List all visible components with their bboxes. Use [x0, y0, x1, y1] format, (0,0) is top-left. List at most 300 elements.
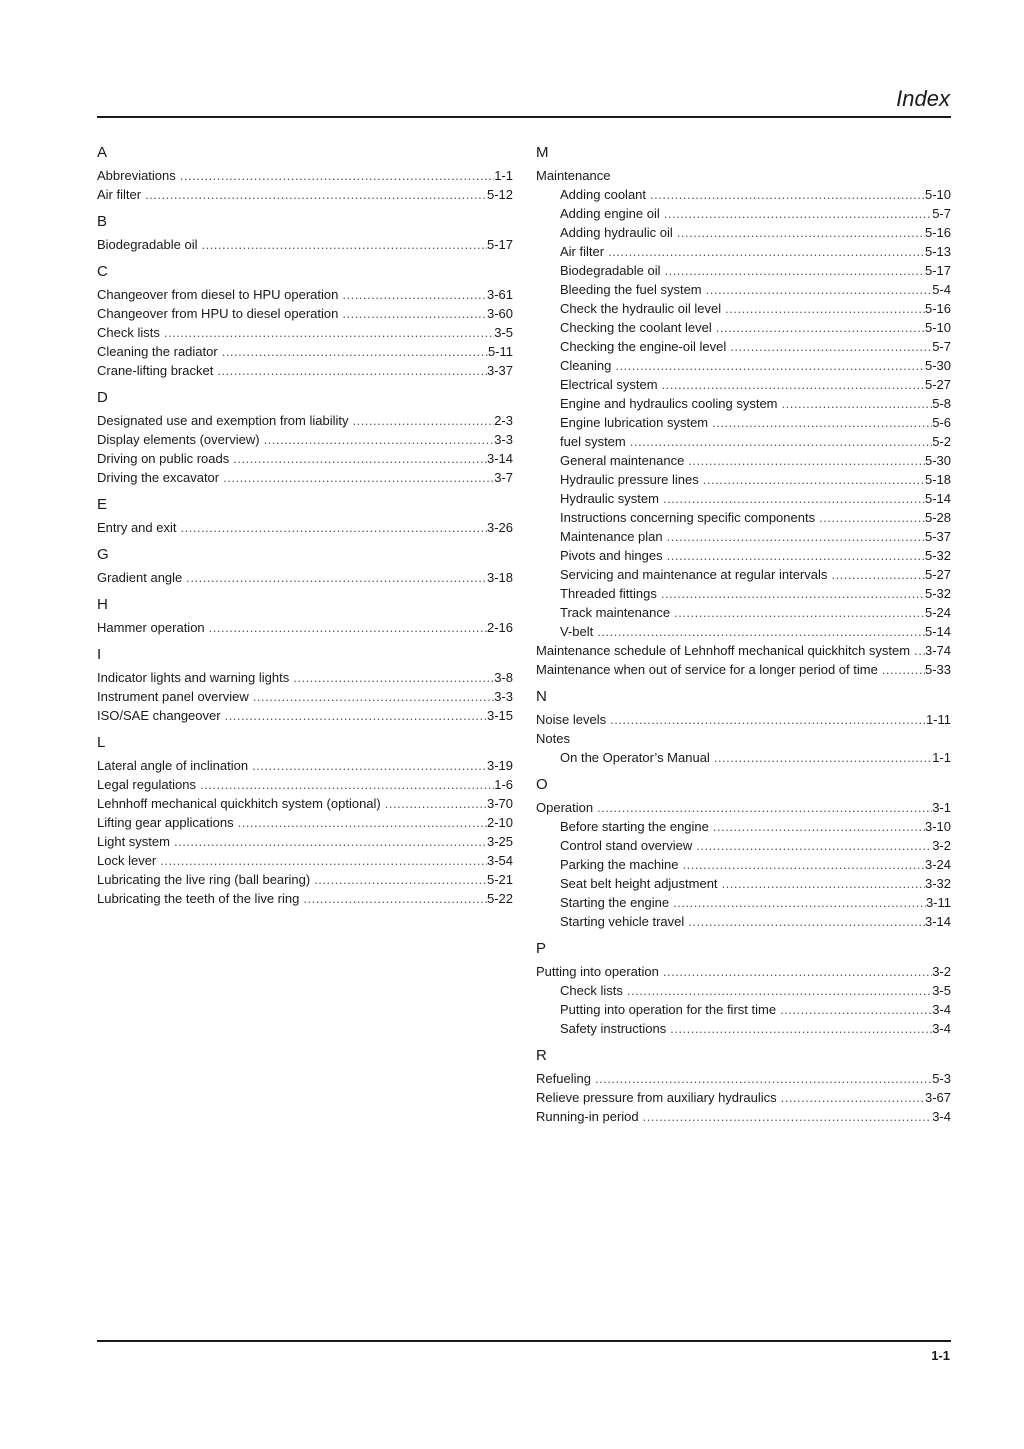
- dot-leader: [213, 361, 487, 380]
- dot-leader: [234, 813, 487, 832]
- entry-label: Indicator lights and warning lights: [97, 670, 290, 685]
- dot-leader: [381, 794, 487, 813]
- dot-leader: [593, 622, 925, 641]
- dot-leader: [182, 568, 487, 587]
- entry-page-ref: 3-19: [486, 758, 513, 773]
- index-entry[interactable]: [97, 687, 513, 706]
- entry-label: Instrument panel overview: [97, 689, 249, 704]
- entry-label: Refueling: [536, 1071, 591, 1086]
- section-letter: L: [97, 734, 106, 751]
- entry-label: Engine and hydraulics cooling system: [560, 396, 778, 411]
- index-entry[interactable]: [97, 430, 513, 449]
- section-letter: H: [97, 596, 108, 613]
- entry-label: General maintenance: [560, 453, 685, 468]
- entry-page-ref: 5-7: [932, 206, 951, 221]
- index-subentry[interactable]: [536, 981, 951, 1000]
- dot-leader: [679, 855, 925, 874]
- entry-label: Changeover from diesel to HPU operation: [97, 287, 339, 302]
- entry-label: Starting the engine: [560, 895, 670, 910]
- entry-label: Biodegradable oil: [560, 263, 661, 278]
- section-letter: R: [536, 1047, 547, 1064]
- entry-label: Lateral angle of inclination: [97, 758, 249, 773]
- entry-label: Putting into operation: [536, 964, 659, 979]
- index-subentry[interactable]: [536, 565, 951, 584]
- entry-label: Adding engine oil: [560, 206, 660, 221]
- dot-leader: [156, 851, 487, 870]
- index-entry[interactable]: [97, 185, 513, 204]
- dot-leader: [708, 413, 932, 432]
- entry-label: Crane-lifting bracket: [97, 363, 214, 378]
- entry-label: Safety instructions: [560, 1021, 667, 1036]
- index-subentry[interactable]: [536, 318, 951, 337]
- index-subentry[interactable]: [536, 489, 951, 508]
- entry-page-ref: 5-33: [924, 662, 951, 677]
- entry-label: Designated use and exemption from liability: [97, 413, 349, 428]
- index-subentry[interactable]: [536, 375, 951, 394]
- dot-leader: [176, 166, 494, 185]
- entry-label: Entry and exit: [97, 520, 177, 535]
- entry-page-ref: 5-14: [924, 624, 951, 639]
- entry-page-ref: 5-17: [924, 263, 951, 278]
- entry-label: Control stand overview: [560, 838, 693, 853]
- dot-leader: [338, 304, 487, 323]
- dot-leader: [726, 337, 932, 356]
- dot-leader: [229, 449, 487, 468]
- entry-page-ref: 3-10: [924, 819, 951, 834]
- index-entry[interactable]: [97, 832, 513, 851]
- entry-label: Biodegradable oil: [97, 237, 198, 252]
- dot-leader: [623, 981, 932, 1000]
- dot-leader: [910, 641, 925, 660]
- dot-leader: [702, 280, 933, 299]
- index-subentry[interactable]: [536, 912, 951, 931]
- dot-leader: [777, 1088, 925, 1107]
- index-section-e: [97, 495, 513, 537]
- section-letter: C: [97, 263, 108, 280]
- dot-leader: [197, 235, 487, 254]
- dot-leader: [815, 508, 925, 527]
- dot-leader: [660, 261, 925, 280]
- entry-page-ref: 1-11: [925, 712, 951, 727]
- dot-leader: [626, 432, 932, 451]
- entry-label: Gradient angle: [97, 570, 183, 585]
- entry-label: Adding hydraulic oil: [560, 225, 673, 240]
- index-subentry[interactable]: [536, 893, 951, 912]
- index-group-heading: Maintenance: [536, 168, 611, 183]
- index-entry[interactable]: [536, 710, 951, 729]
- dot-leader: [248, 756, 487, 775]
- index-entry[interactable]: [97, 870, 513, 889]
- section-letter: A: [97, 144, 108, 161]
- entry-page-ref: 5-24: [924, 605, 951, 620]
- dot-leader: [663, 527, 925, 546]
- index-entry[interactable]: [536, 798, 951, 817]
- entry-page-ref: 3-8: [494, 670, 513, 685]
- entry-page-ref: 2-10: [486, 815, 513, 830]
- index-section-p: [536, 939, 951, 1038]
- entry-label: Driving the excavator: [97, 470, 220, 485]
- entry-page-ref: 5-7: [932, 339, 951, 354]
- index-subentry[interactable]: [536, 508, 951, 527]
- index-section-c: [97, 262, 513, 380]
- index-section-g: [97, 545, 513, 587]
- entry-label: Parking the machine: [560, 857, 679, 872]
- index-entry[interactable]: [536, 1088, 951, 1107]
- entry-label: fuel system: [560, 434, 626, 449]
- index-entry[interactable]: [97, 813, 513, 832]
- entry-label: Lubricating the teeth of the live ring: [97, 891, 300, 906]
- dot-leader: [670, 603, 925, 622]
- dot-leader: [659, 489, 925, 508]
- index-subentry[interactable]: [536, 337, 951, 356]
- index-subentry[interactable]: [536, 470, 951, 489]
- entry-label: V-belt: [560, 624, 594, 639]
- entry-page-ref: 3-70: [486, 796, 513, 811]
- entry-label: ISO/SAE changeover: [97, 708, 221, 723]
- dot-leader: [646, 185, 925, 204]
- entry-page-ref: 5-28: [924, 510, 951, 525]
- index-section-m: [536, 143, 951, 679]
- entry-page-ref: 1-1: [494, 168, 513, 183]
- entry-page-ref: 5-30: [924, 358, 951, 373]
- dot-leader: [205, 618, 487, 637]
- dot-leader: [658, 375, 925, 394]
- index-subentry[interactable]: [536, 874, 951, 893]
- index-subentry[interactable]: [536, 603, 951, 622]
- dot-leader: [348, 411, 494, 430]
- section-letter: D: [97, 389, 108, 406]
- dot-leader: [218, 342, 488, 361]
- dot-leader: [699, 470, 925, 489]
- dot-leader: [666, 1019, 932, 1038]
- entry-page-ref: 3-60: [486, 306, 513, 321]
- section-letter: P: [536, 940, 547, 957]
- index-entry[interactable]: [97, 668, 513, 687]
- entry-label: Starting vehicle travel: [560, 914, 685, 929]
- entry-label: Driving on public roads: [97, 451, 230, 466]
- entry-label: Lubricating the live ring (ball bearing): [97, 872, 311, 887]
- dot-leader: [778, 394, 933, 413]
- entry-label: Checking the engine-oil level: [560, 339, 727, 354]
- index-entry[interactable]: [536, 641, 951, 660]
- dot-leader: [289, 668, 494, 687]
- index-entry[interactable]: [97, 304, 513, 323]
- index-subentry[interactable]: [536, 748, 951, 767]
- dot-leader: [684, 451, 925, 470]
- entry-label: Engine lubrication system: [560, 415, 709, 430]
- entry-label: Abbreviations: [97, 168, 176, 183]
- index-entry[interactable]: [536, 1069, 951, 1088]
- entry-page-ref: 3-14: [924, 914, 951, 929]
- entry-page-ref: 2-3: [494, 413, 513, 428]
- entry-label: Pivots and hinges: [560, 548, 663, 563]
- entry-label: Adding coolant: [560, 187, 647, 202]
- entry-label: Running-in period: [536, 1109, 639, 1124]
- entry-page-ref: 3-5: [494, 325, 513, 340]
- page-number: 1-1: [931, 1348, 950, 1363]
- index-entry[interactable]: [97, 361, 513, 380]
- dot-leader: [310, 870, 487, 889]
- index-entry[interactable]: [97, 851, 513, 870]
- entry-page-ref: 5-17: [486, 237, 513, 252]
- index-subentry[interactable]: [536, 1000, 951, 1019]
- entry-page-ref: 3-61: [486, 287, 513, 302]
- entry-label: Before starting the engine: [560, 819, 709, 834]
- index-section-i: [97, 645, 513, 725]
- index-subentry[interactable]: [536, 204, 951, 223]
- entry-label: Noise levels: [536, 712, 607, 727]
- index-subentry[interactable]: [536, 299, 951, 318]
- dot-leader: [141, 185, 487, 204]
- index-subentry[interactable]: [536, 413, 951, 432]
- entry-label: Hydraulic system: [560, 491, 659, 506]
- entry-page-ref: 5-22: [486, 891, 513, 906]
- entry-label: Check the hydraulic oil level: [560, 301, 722, 316]
- index-section-r: [536, 1046, 951, 1126]
- entry-label: Threaded fittings: [560, 586, 657, 601]
- entry-page-ref: 2-16: [486, 620, 513, 635]
- index-entry[interactable]: [97, 411, 513, 430]
- index-section-o: [536, 775, 951, 931]
- dot-leader: [221, 706, 487, 725]
- entry-page-ref: 3-4: [932, 1109, 951, 1124]
- dot-leader: [663, 546, 925, 565]
- index-entry[interactable]: [97, 518, 513, 537]
- index-entry[interactable]: [97, 323, 513, 342]
- entry-page-ref: 3-4: [932, 1002, 951, 1017]
- dot-leader: [718, 874, 925, 893]
- dot-leader: [606, 710, 926, 729]
- entry-page-ref: 5-8: [932, 396, 951, 411]
- index-subentry[interactable]: [536, 584, 951, 603]
- dot-leader: [673, 223, 925, 242]
- dot-leader: [611, 356, 925, 375]
- index-subentry[interactable]: [536, 836, 951, 855]
- entry-label: Light system: [97, 834, 170, 849]
- entry-page-ref: 3-15: [486, 708, 513, 723]
- section-letter: N: [536, 688, 547, 705]
- entry-page-ref: 5-18: [924, 472, 951, 487]
- entry-label: Air filter: [560, 244, 605, 259]
- index-subentry[interactable]: [536, 185, 951, 204]
- section-letter: B: [97, 213, 108, 230]
- dot-leader: [669, 893, 926, 912]
- entry-label: Changeover from HPU to diesel operation: [97, 306, 339, 321]
- entry-page-ref: 5-16: [924, 225, 951, 240]
- entry-label: Check lists: [97, 325, 160, 340]
- entry-page-ref: 1-1: [932, 750, 951, 765]
- entry-label: Maintenance plan: [560, 529, 663, 544]
- index-subentry[interactable]: [536, 261, 951, 280]
- index-entry[interactable]: [536, 660, 951, 679]
- dot-leader: [604, 242, 925, 261]
- page-title: Index: [896, 86, 950, 111]
- entry-page-ref: 5-3: [932, 1071, 951, 1086]
- entry-label: Legal regulations: [97, 777, 197, 792]
- dot-leader: [684, 912, 925, 931]
- index-subentry[interactable]: [536, 356, 951, 375]
- section-letter: G: [97, 546, 109, 563]
- entry-label: Checking the coolant level: [560, 320, 712, 335]
- index-section-a: [97, 143, 513, 204]
- index-entry[interactable]: [97, 756, 513, 775]
- entry-page-ref: 5-21: [486, 872, 513, 887]
- section-letter: O: [536, 776, 548, 793]
- dot-leader: [219, 468, 494, 487]
- entry-page-ref: 3-26: [486, 520, 513, 535]
- entry-page-ref: 3-3: [494, 432, 513, 447]
- entry-page-ref: 1-6: [494, 777, 513, 792]
- index-column-left: [97, 143, 513, 908]
- entry-label: Maintenance schedule of Lehnhoff mechanical quickhitch system: [536, 643, 911, 658]
- dot-leader: [659, 962, 932, 981]
- index-entry[interactable]: [536, 1107, 951, 1126]
- entry-label: Lifting gear applications: [97, 815, 234, 830]
- entry-label: On the Operator’s Manual: [560, 750, 710, 765]
- entry-page-ref: 5-32: [924, 548, 951, 563]
- entry-label: Instructions concerning specific components: [560, 510, 816, 525]
- entry-label: Operation: [536, 800, 594, 815]
- section-letter: M: [536, 144, 549, 161]
- dot-leader: [593, 798, 932, 817]
- index-entry[interactable]: [97, 166, 513, 185]
- entry-label: Cleaning the radiator: [97, 344, 218, 359]
- index-section-d: [97, 388, 513, 487]
- entry-page-ref: 3-25: [486, 834, 513, 849]
- dot-leader: [709, 817, 925, 836]
- entry-page-ref: 5-32: [924, 586, 951, 601]
- entry-page-ref: 3-24: [924, 857, 951, 872]
- dot-leader: [657, 584, 925, 603]
- entry-page-ref: 3-18: [486, 570, 513, 585]
- entry-page-ref: 3-2: [932, 964, 951, 979]
- index-entry[interactable]: [97, 889, 513, 908]
- entry-page-ref: 5-27: [924, 377, 951, 392]
- entry-page-ref: 5-10: [924, 187, 951, 202]
- entry-page-ref: 5-4: [932, 282, 951, 297]
- entry-page-ref: 5-16: [924, 301, 951, 316]
- dot-leader: [170, 832, 487, 851]
- entry-page-ref: 3-67: [924, 1090, 951, 1105]
- entry-page-ref: 3-4: [932, 1021, 951, 1036]
- dot-leader: [299, 889, 487, 908]
- index-entry[interactable]: [97, 775, 513, 794]
- entry-page-ref: 5-13: [924, 244, 951, 259]
- index-subentry[interactable]: [536, 817, 951, 836]
- dot-leader: [710, 748, 932, 767]
- entry-page-ref: 5-27: [924, 567, 951, 582]
- index-subentry[interactable]: [536, 527, 951, 546]
- entry-label: Lock lever: [97, 853, 157, 868]
- entry-page-ref: 5-11: [487, 344, 513, 359]
- dot-leader: [160, 323, 494, 342]
- index-entry[interactable]: [97, 706, 513, 725]
- entry-label: Lehnhoff mechanical quickhitch system (optional): [97, 796, 381, 811]
- entry-page-ref: 3-1: [932, 800, 951, 815]
- entry-label: Electrical system: [560, 377, 658, 392]
- index-column-right: [536, 143, 951, 1126]
- entry-page-ref: 3-11: [925, 895, 951, 910]
- entry-label: Display elements (overview): [97, 432, 260, 447]
- index-entry[interactable]: [97, 618, 513, 637]
- footer-rule: [97, 1340, 951, 1342]
- entry-page-ref: 3-14: [486, 451, 513, 466]
- dot-leader: [660, 204, 932, 223]
- index-subentry[interactable]: [536, 622, 951, 641]
- entry-label: Hydraulic pressure lines: [560, 472, 699, 487]
- entry-page-ref: 5-6: [932, 415, 951, 430]
- index-subentry[interactable]: [536, 1019, 951, 1038]
- dot-leader: [249, 687, 494, 706]
- index-entry[interactable]: [97, 468, 513, 487]
- entry-page-ref: 3-37: [486, 363, 513, 378]
- index-entry[interactable]: [97, 285, 513, 304]
- entry-page-ref: 5-2: [932, 434, 951, 449]
- index-entry[interactable]: [97, 568, 513, 587]
- entry-page-ref: 3-3: [494, 689, 513, 704]
- entry-page-ref: 5-12: [486, 187, 513, 202]
- entry-page-ref: 5-30: [924, 453, 951, 468]
- section-letter: I: [97, 646, 102, 663]
- dot-leader: [721, 299, 925, 318]
- index-subentry[interactable]: [536, 242, 951, 261]
- dot-leader: [692, 836, 932, 855]
- dot-leader: [177, 518, 487, 537]
- dot-leader: [878, 660, 925, 679]
- entry-label: Servicing and maintenance at regular intervals: [560, 567, 828, 582]
- index-subentry[interactable]: [536, 451, 951, 470]
- index-entry[interactable]: [97, 449, 513, 468]
- index-entry[interactable]: [97, 794, 513, 813]
- index-subentry[interactable]: [536, 546, 951, 565]
- entry-page-ref: 5-14: [924, 491, 951, 506]
- entry-page-ref: 5-10: [924, 320, 951, 335]
- index-subentry[interactable]: [536, 432, 951, 451]
- index-entry[interactable]: [97, 235, 513, 254]
- index-subentry[interactable]: [536, 394, 951, 413]
- entry-page-ref: 3-54: [486, 853, 513, 868]
- index-entry[interactable]: [97, 342, 513, 361]
- entry-page-ref: 3-32: [924, 876, 951, 891]
- index-subentry[interactable]: [536, 223, 951, 242]
- entry-label: Hammer operation: [97, 620, 205, 635]
- entry-label: Putting into operation for the first time: [560, 1002, 777, 1017]
- entry-label: Seat belt height adjustment: [560, 876, 718, 891]
- index-subentry[interactable]: [536, 855, 951, 874]
- index-section-l: [97, 733, 513, 908]
- index-section-b: [97, 212, 513, 254]
- index-subentry[interactable]: [536, 280, 951, 299]
- entry-label: Cleaning: [560, 358, 612, 373]
- entry-page-ref: 5-37: [924, 529, 951, 544]
- dot-leader: [776, 1000, 932, 1019]
- entry-page-ref: 3-7: [494, 470, 513, 485]
- section-letter: E: [97, 496, 108, 513]
- entry-label: Track maintenance: [560, 605, 671, 620]
- entry-label: Bleeding the fuel system: [560, 282, 702, 297]
- header-rule: [97, 116, 951, 118]
- index-entry[interactable]: [536, 962, 951, 981]
- entry-page-ref: 3-5: [932, 983, 951, 998]
- entry-label: Relieve pressure from auxiliary hydraulics: [536, 1090, 777, 1105]
- dot-leader: [338, 285, 487, 304]
- dot-leader: [260, 430, 495, 449]
- dot-leader: [827, 565, 925, 584]
- entry-label: Maintenance when out of service for a longer period of time: [536, 662, 878, 677]
- index-section-n: [536, 687, 951, 767]
- dot-leader: [712, 318, 925, 337]
- entry-label: Check lists: [560, 983, 623, 998]
